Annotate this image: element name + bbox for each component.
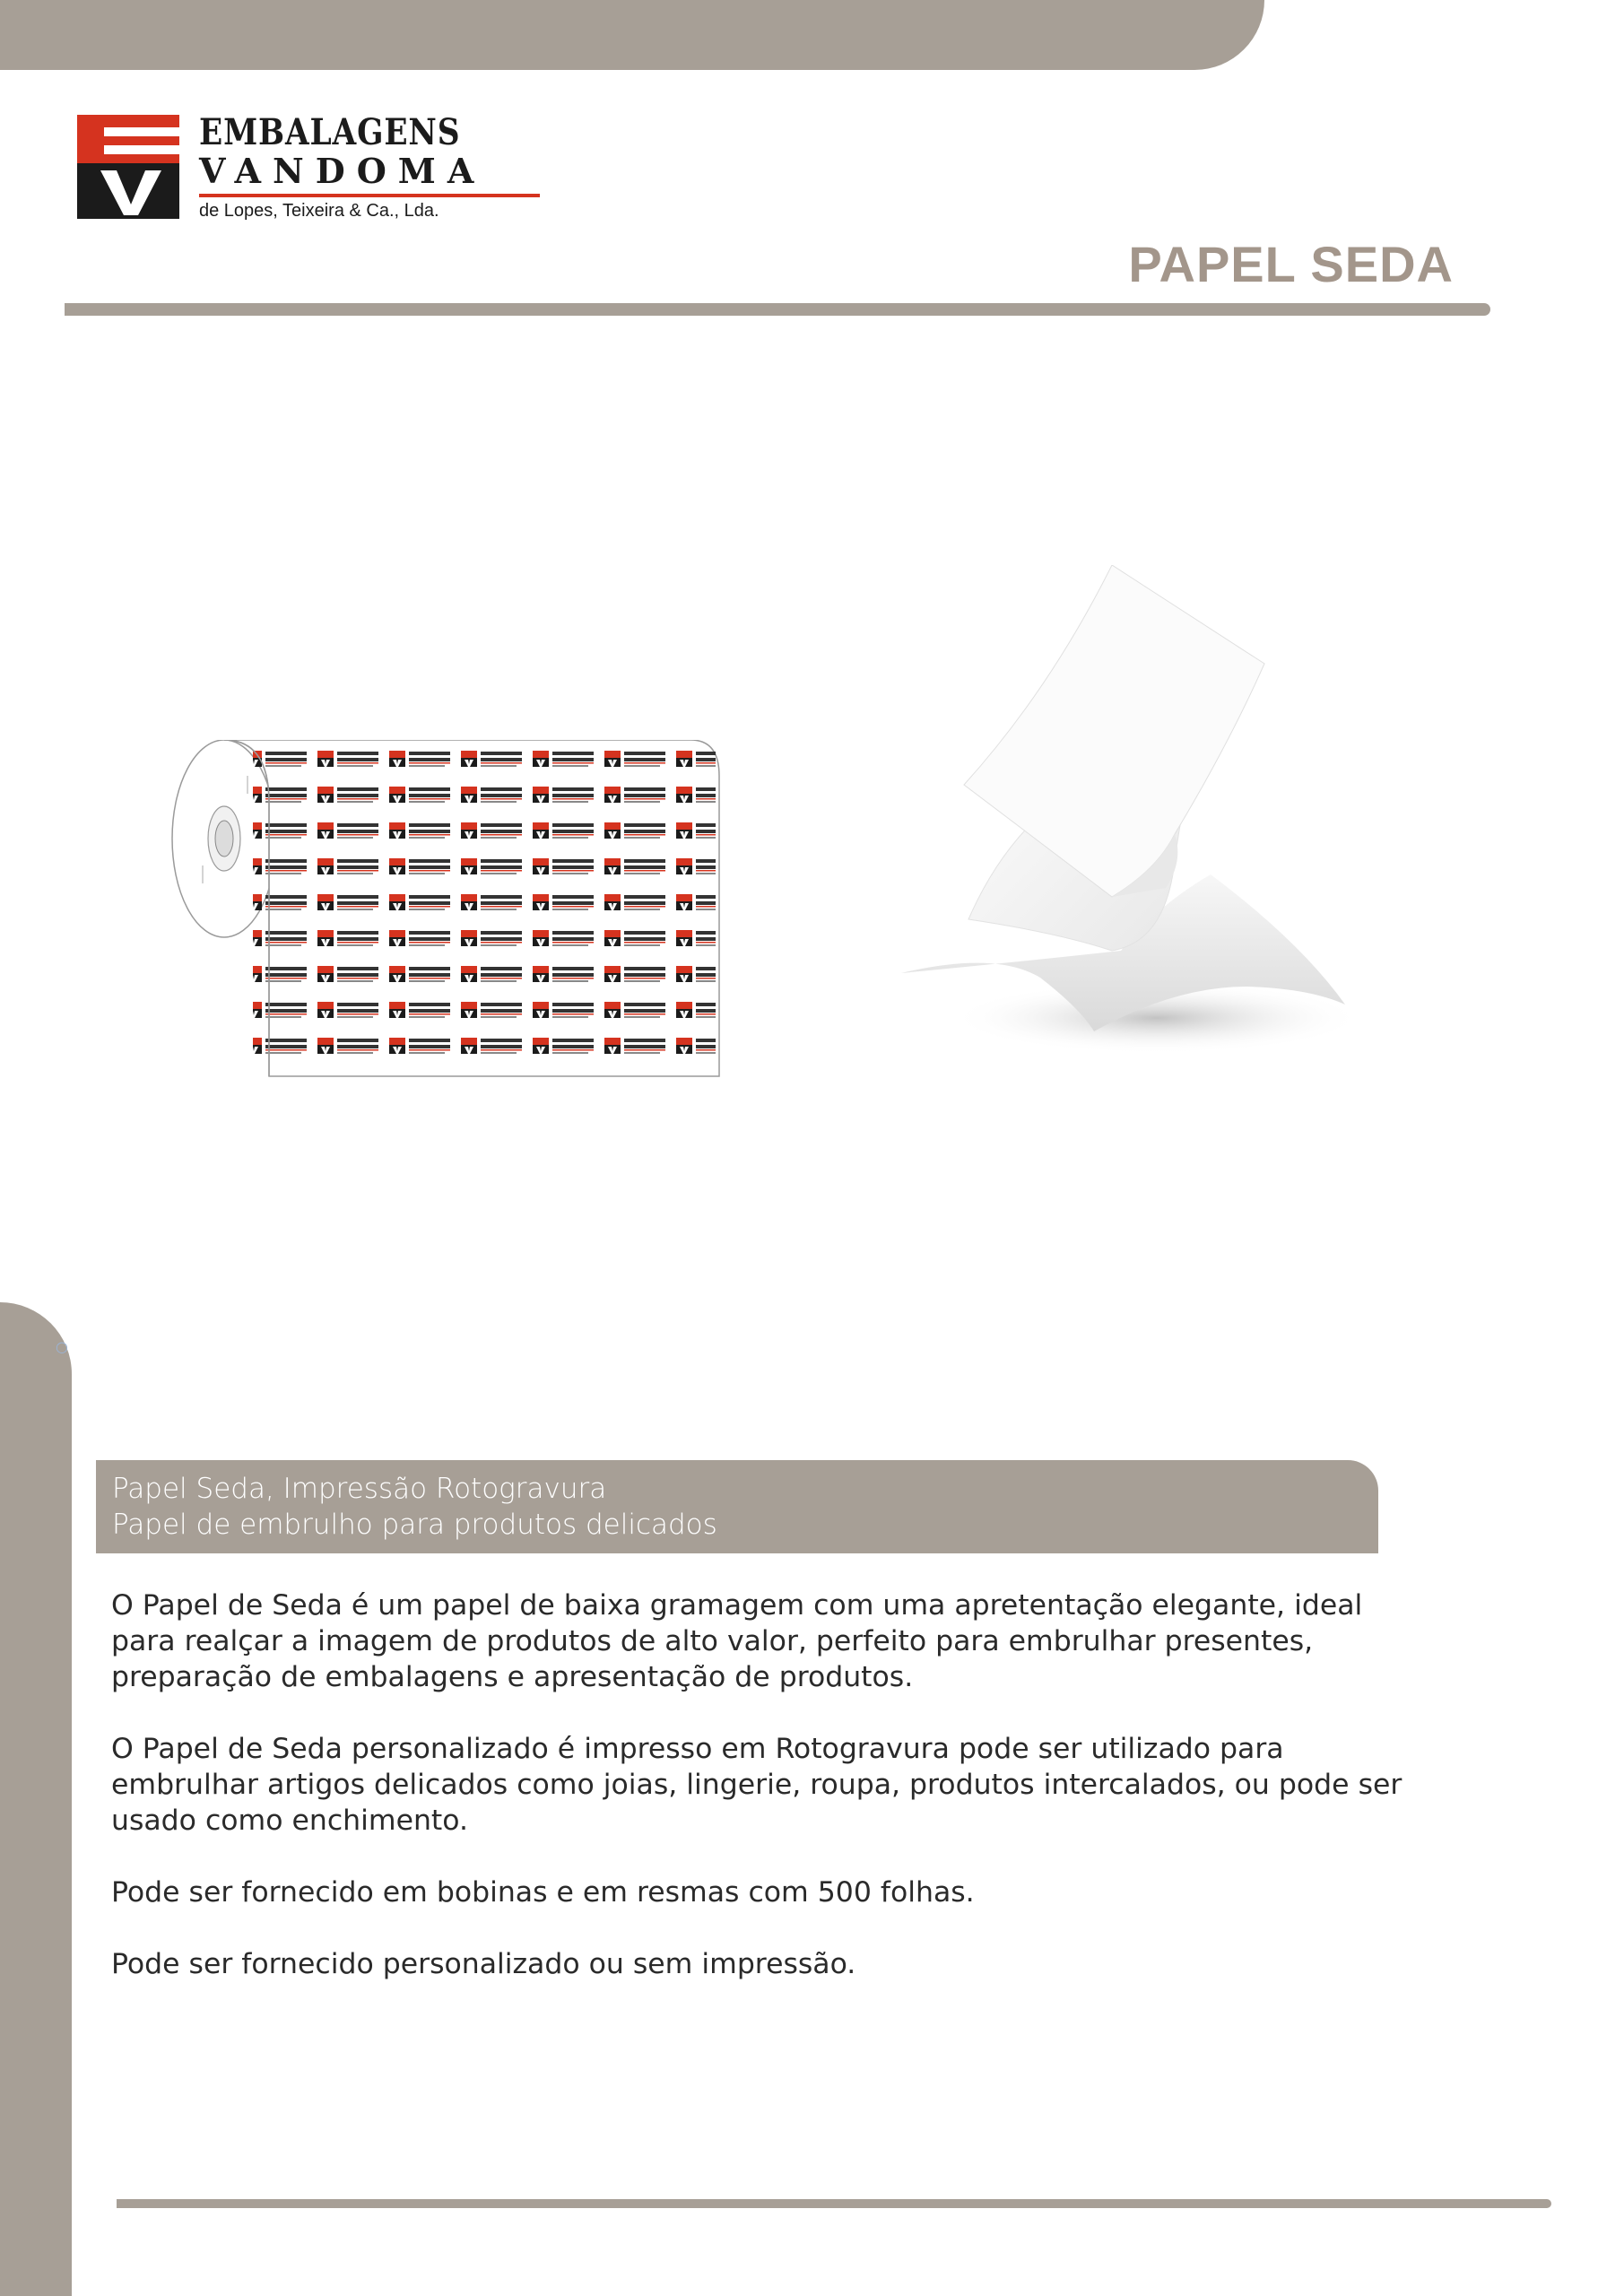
footer-divider [117,2199,1551,2208]
side-decorative-band [0,1302,72,2296]
description-paragraph-2: O Papel de Seda personalizado é impresso em Rotogravura pode ser utilizado para embrulhar artigos delicados como joias, lingerie, roupa, produtos intercalados, ou pode ser usado como enchimento. [111,1733,1403,1837]
company-logo [77,111,486,222]
logo-red-rule [199,194,540,197]
printed-tissue-roll-image [170,740,735,1090]
banner-title: Papel Seda, Impressão Rotogravura [112,1473,607,1505]
logo-name-line1: EMBALAGENS [199,111,461,153]
top-decorative-band [0,0,1264,70]
logo-subtitle: de Lopes, Teixeira & Ca., Lda. [199,201,439,221]
description-paragraph-3: Pode ser fornecido em bobinas e em resmas com 500 folhas. [111,1876,975,1909]
ev-logo-mark-icon [77,115,179,219]
page-title: PAPEL SEDA [1128,236,1454,292]
product-description [111,1587,1456,2018]
product-banner [96,1460,1378,1553]
small-decorative-mark: ○ [56,1338,68,1355]
white-tissue-sheets-image [888,565,1372,1085]
banner-subtitle: Papel de embrulho para produtos delicados [112,1509,717,1541]
description-paragraph-1: O Papel de Seda é um papel de baixa gramagem com uma apretentação elegante, ideal para realçar a imagem de produtos de alto valor, perfeito para embrulhar presentes, preparação de embalagens e apresentação de produtos. [111,1589,1363,1693]
header-divider [65,303,1490,316]
description-paragraph-4: Pode ser fornecido personalizado ou sem impressão. [111,1948,856,1980]
logo-name-line2: VANDOMA [199,151,486,191]
